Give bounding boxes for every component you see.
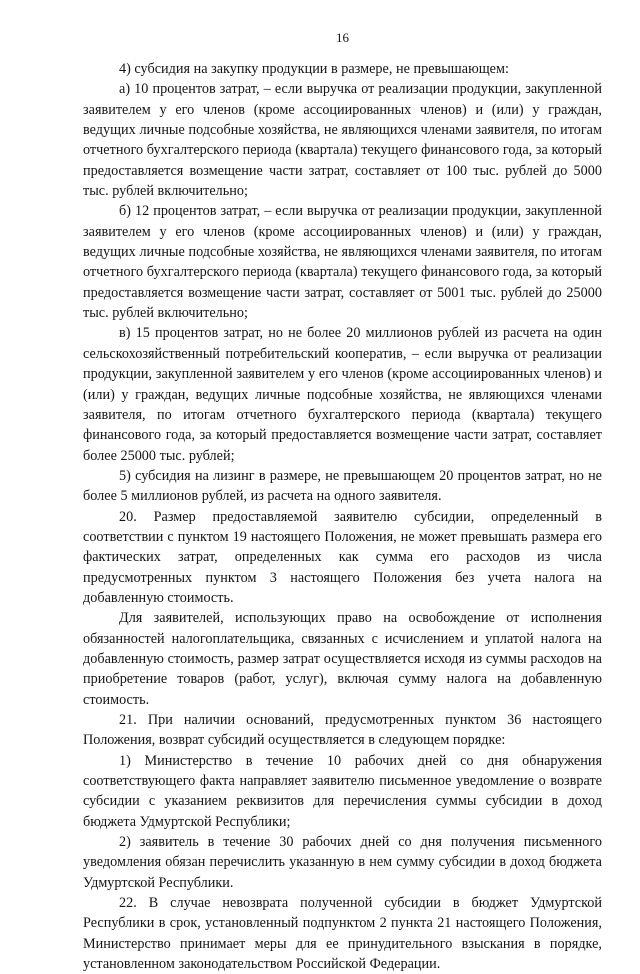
page-number: 16 [336, 30, 349, 45]
paragraph-4v: в) 15 процентов затрат, но не более 20 миллионов рублей из расчета на один сельскохозяйственный потребительский кооператив, – если выручка от реализации продукции, закупленной заявителем у его членов (кроме ассоциированных членов) и (или) у граждан, ведущих личные подсобные хозяйства, не являющихся членами заявителя, по итогам отчетного бухгалтерского периода (квартала) текущего финансового года, за который предоставляется возмещение части затрат, составляет более 25000 тыс. рублей; [83, 325, 602, 464]
paragraph-21-2: 2) заявитель в течение 30 рабочих дней со дня получения письменного уведомления обязан перечислить указанную в нем сумму субсидии в доход бюджета Удмуртской Республики. [83, 834, 602, 891]
paragraph-4-purchase-subsidy: 4) субсидия на закупку продукции в размере, не превышающем: [119, 61, 509, 77]
paragraph-20: 20. Размер предоставляемой заявителю субсидии, определенный в соответствии с пунктом 19 настоящего Положения, не может превышать размера его фактических затрат, определенных как сумма его расходов из числа предусмотренных пунктом 3 настоящего Положения без учета налога на добавленную стоимость. [83, 508, 602, 606]
paragraph-21-1: 1) Министерство в течение 10 рабочих дней со дня обнаружения соответствующего факта направляет заявителю письменное уведомление о возврате субсидии с указанием реквизитов для перечисления суммы субсидии в доход бюджета Удмуртской Республики; [83, 752, 602, 830]
paragraph-22: 22. В случае невозврата полученной субсидии в бюджет Удмуртской Республики в срок, установленный подпунктом 2 пункта 21 настоящего Положения, Министерство принимает меры для ее принудительного взыскания в порядке, установленном законодательством Российской Федерации. [83, 895, 602, 973]
document-body [83, 59, 602, 974]
paragraph-4a: а) 10 процентов затрат, – если выручка от реализации продукции, закупленной заявителем у его членов (кроме ассоциированных членов) и (или) у граждан, ведущих личные подсобные хозяйства, не являющихся членами заявителя, по итогам отчетного бухгалтерского периода (квартала) текущего финансового года, за который предоставляется возмещение части затрат, составляет от 100 тыс. рублей до 5000 тыс. рублей включительно; [83, 81, 602, 200]
paragraph-4b: б) 12 процентов затрат, – если выручка от реализации продукции, закупленной заявителем у его членов (кроме ассоциированных членов) и (или) у граждан, ведущих личные подсобные хозяйства, не являющихся членами заявителя, по итогам отчетного бухгалтерского периода (квартала) текущего финансового года, за который предоставляется возмещение части затрат, составляет от 5001 тыс. рублей до 25000 тыс. рублей включительно; [83, 203, 602, 322]
paragraph-21: 21. При наличии оснований, предусмотренных пунктом 36 настоящего Положения, возврат субсидий осуществляется в следующем порядке: [83, 712, 602, 749]
paragraph-5-leasing-subsidy: 5) субсидия на лизинг в размере, не превышающем 20 процентов затрат, но не более 5 миллионов рублей, из расчета на одного заявителя. [83, 467, 602, 505]
paragraph-20-vat: Для заявителей, использующих право на освобождение от исполнения обязанностей налогоплательщика, связанных с исчислением и уплатой налога на добавленную стоимость, размер затрат осуществляется исходя из суммы расходов на приобретение товаров (работ, услуг), включая сумму налога на добавленную стоимость. [83, 610, 602, 708]
